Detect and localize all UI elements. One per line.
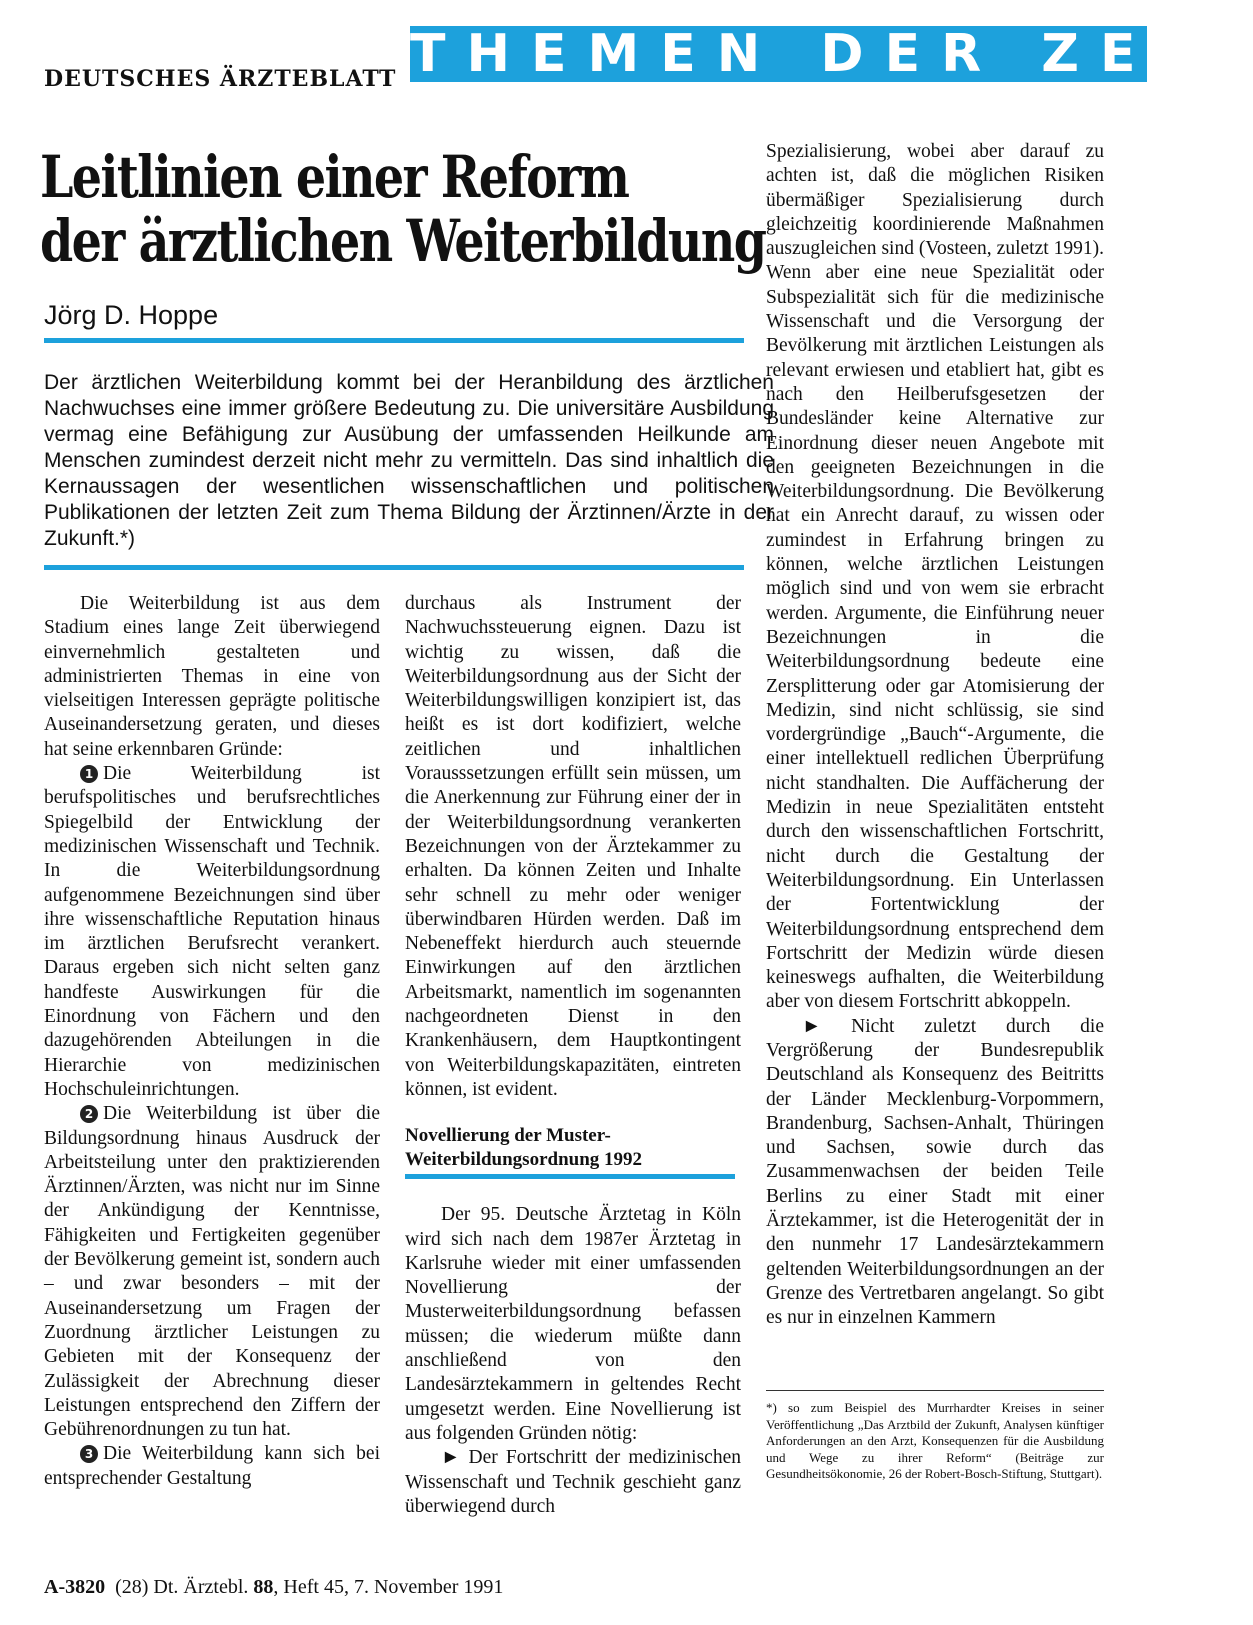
footnote: *) so zum Beispiel des Murrhardter Kreises in seiner Veröffentlichung „Das Arztbild der Zukunft, Analysen künftiger Anforderungen an den Arzt, Konsequenzen für die Ausbildung und Wege zu ihrer Reform“ (Beiträge zur Gesundheitsökonomie, 26 der Robert-Bosch-Stiftung, Stuttgart). — [766, 1400, 1104, 1481]
col3-paragraph-1: Spezialisierung, wobei aber darauf zu achten ist, daß die möglichen Risiken übermäßiger Spezialisierung durch gleichzeitig koordinierende Maßnahmen auszugleichen sind (Vosteen, zuletzt 1991). Wenn aber eine neue Spezialität oder Subspezialität sich für die medizinische Wissenschaft und die Versorgung der Bevölkerung mit ärztlichen Leistungen als relevant erwiesen und etabliert hat, gibt es nach den Heilberufsgesetzen der Bundesländer keine Alternative zur Einordnung dieser neuen Angebote mit den geeigneten Bezeichnungen in die Weiterbildungsordnung. Die Bevölkerung hat ein Anrecht darauf, zu wissen oder zumindest in Erfahrung bringen zu können, welche ärztlichen Leistungen möglich sind und von wem sie erbracht werden. Argumente, die Einführung neuer Bezeichnungen in die Weiterbildungsordnung bedeute eine Zersplitterung oder gar Atomisierung der Medizin, sind nicht schlüssig, sie sind vordergründige „Bauch“-Argumente, die einer intellektuell redlichen Überprüfung nicht standhalten. Die Auffächerung der Medizin in neue Spezialitäten entsteht durch den wissenschaftlichen Fortschritt, nicht durch die Gestaltung der Weiterbildungsordnung. Ein Unterlassen der Fortentwicklung der Weiterbildungsordnung entsprechend dem Fortschritt der Medizin würde diesen keineswegs aufhalten, die Weiterbildung aber von diesem Fortschritt abkoppeln. — [766, 141, 1104, 1013]
rule-top — [44, 338, 744, 343]
footer-volume: 88 — [253, 1576, 274, 1598]
col2-paragraph-2: Der 95. Deutsche Ärztetag in Köln wird sich nach dem 1987er Ärztetag in Karlsruhe wieder mit einer umfassenden Novellierung der Musterweiterbildungsordnung befassen müssen; die wiederum müßte dann anschließend von den Landesärztekammern in geltendes Recht umgesetzt werden. Eine Novellierung ist aus folgenden Gründen nötig: — [405, 1204, 741, 1444]
col1-paragraph-2-text: Die Weiterbildung ist berufspolitisches und berufsrechtliches Spiegelbild der Entwicklung der medizinischen Wissenschaft und Technik. In die Weiterbildungsordnung aufgenommene Bezeichnungen sind über ihre wissenschaftliche Reputation hinaus im ärztlichen Berufsrecht verankert. Daraus ergeben sich nicht selten ganz handfeste Auswirkungen für die Einordnung von Fächern und den dazugehörenden Abteilungen in die Hierarchie von medizinischen Hochschuleinrichtungen. — [44, 763, 380, 1100]
lead-paragraph: Der ärztlichen Weiterbildung kommt bei der Heranbildung des ärztlichen Nachwuchses eine immer größere Bedeutung zu. Die universitäre Ausbildung vermag eine Befähigung zur Ausübung der umfassenden Heilkunde am Menschen zumindest derzeit nicht mehr zu vermitteln. Das sind inhaltlich die Kernaussagen der wesentlichen wissenschaftlichen und politischen Publikationen der letzten Zeit zum Thema Bildung der Ärztinnen/Ärzte in der Zukunft.*) — [44, 371, 774, 550]
column-1 — [44, 592, 380, 1491]
page-code: A-3820 — [44, 1576, 106, 1598]
number-2-icon: 2 — [80, 1105, 98, 1123]
col3-paragraph-2-text: Nicht zuletzt durch die Vergrößerung der Bundesrepublik Deutschland als Konsequenz des Beitritts der Länder Mecklenburg-Vorpommern, Brandenburg, Sachsen-Anhalt, Thüringen und Sachsen, sowie durch das Zusammenwachsen der beiden Teile Berlins zu einer Stadt mit einer Ärztekammer, ist die Heterogenität der in den nunmehr 17 Landesärztekammern geltenden Weiterbildungsordnungen an der Grenze des Vertretbaren angelangt. So gibt es nur in einzelnen Kammern — [766, 1015, 1105, 1329]
col2-paragraph-3-text: Der Fortschritt der medizinischen Wissenschaft und Technik geschieht ganz überwiegend durch — [405, 1447, 741, 1517]
col1-paragraph-1: Die Weiterbildung ist aus dem Stadium eines lange Zeit überwiegend einvernehmlich gestalteten und administrierten Themas in eine von vielseitigen Interessen geprägte politische Auseinandersetzung geraten, und dieses hat seine erkennbaren Gründe: — [44, 593, 380, 760]
arrow-icon: ► — [441, 1447, 461, 1469]
col1-paragraph-2 — [44, 762, 380, 1102]
title-line-2: der ärztlichen Weiterbildung — [40, 207, 766, 275]
col1-paragraph-4-text: Die Weiterbildung kann sich bei entsprechender Gestaltung — [44, 1443, 380, 1489]
col3-paragraph-2 — [766, 1015, 1104, 1331]
col2-paragraph-3 — [405, 1446, 741, 1519]
col1-paragraph-3 — [44, 1102, 380, 1442]
footer-citation-pre: (28) Dt. Ärztebl. — [115, 1576, 254, 1598]
footer-citation-post: , Heft 45, 7. November 1991 — [273, 1576, 504, 1598]
section-banner: THEMEN DER ZEIT — [410, 24, 1253, 84]
column-2 — [405, 592, 741, 1519]
subheading-line-1: Novellierung der Muster- — [405, 1125, 611, 1147]
col1-paragraph-4 — [44, 1442, 380, 1491]
subheading-line-2: Weiterbildungsordnung 1992 — [405, 1149, 643, 1171]
arrow-icon: ► — [802, 1015, 822, 1037]
number-3-icon: 3 — [80, 1445, 98, 1463]
title-line-1: Leitlinien einer Reform — [40, 143, 629, 211]
article-title — [40, 143, 766, 275]
column-3 — [766, 140, 1104, 1331]
col2-paragraph-1: durchaus als Instrument der Nachwuchssteuerung eignen. Dazu ist wichtig zu wissen, daß die Weiterbildungsordnung aus der Sicht der Weiterbildungswilligen konzipiert ist, das heißt es ist dort kodifiziert, welche zeitlichen und inhaltlichen Vorausssetzungen erfüllt sein müssen, um die Anerkennung zur Führung einer der in der Weiterbildungsordnung verankerten Bezeichnungen von der Ärztekammer zu erhalten. Da können Zeiten und Inhalte sehr schnell zu mehr oder weniger überwindbaren Hürden werden. Daß im Nebeneffekt hierdurch auch steuernde Einwirkungen auf den ärztlichen Arbeitsmarkt, namentlich im sogenannten nachgeordneten Dienst in den Krankenhäusern, dem Hauptkontingent von Weiterbildungskapazitäten, eintreten können, ist evident. — [405, 593, 741, 1100]
col1-paragraph-3-text: Die Weiterbildung ist über die Bildungsordnung hinaus Ausdruck der Arbeitsteilung unter den praktizierenden Ärztinnen/Ärzten, was nicht nur im Sinne der Ankündigung der Kenntnisse, Fähigkeiten und Fertigkeiten gegenüber der Bevölkerung gemeint ist, sondern auch – und zwar besonders – mit der Auseinandersetzung um Fragen der Zuordnung ärztlicher Leistungen zu Gebieten mit der Konsequenz der Zulässigkeit der Abrechnung dieser Leistungen entsprechend den Ziffern der Gebührenordnungen zu tun hat. — [44, 1103, 380, 1441]
subheading — [405, 1124, 741, 1172]
author: Jörg D. Hoppe — [44, 300, 219, 330]
page-footer — [44, 1576, 503, 1599]
number-1-icon: 1 — [80, 765, 98, 783]
masthead: DEUTSCHES ÄRZTEBLATT — [44, 66, 397, 92]
footnote-rule — [766, 1390, 1104, 1391]
rule-lead-bottom — [44, 565, 744, 570]
